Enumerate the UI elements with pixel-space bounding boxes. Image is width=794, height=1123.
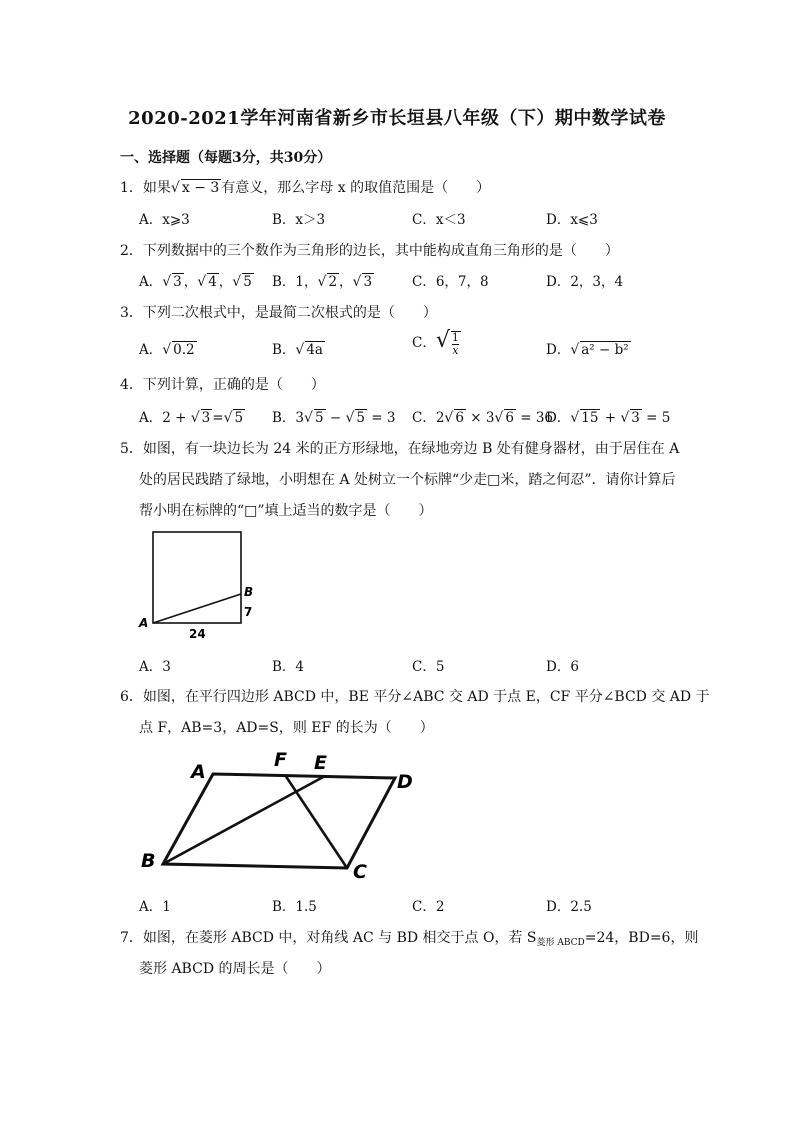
label-e: E xyxy=(314,752,327,774)
sqrt-symbol: √ xyxy=(494,410,504,426)
sqrt-symbol: √ xyxy=(162,342,172,358)
option-a xyxy=(139,406,245,426)
sqrt-symbol: √ xyxy=(223,410,233,426)
option-label: B． xyxy=(272,342,296,358)
operator: × 3 xyxy=(465,410,495,426)
question-5-line-1: 5．如图，有一块边长为 24 米的正方形绿地，在绿地旁边 B 处有健身器材，由于居住在 A xyxy=(120,441,680,457)
option-b: B．4 xyxy=(272,659,305,675)
option-d: D．6 xyxy=(546,659,579,675)
option-label: A． xyxy=(139,274,163,290)
question-3: 3．下列二次根式中，是最简二次根式的是（ ） xyxy=(120,305,437,321)
question-5-line-3: 帮小明在标牌的“□”填上适当的数字是（ ） xyxy=(139,503,433,519)
radicand: 3 xyxy=(201,410,211,426)
parallelogram-figure xyxy=(135,742,425,887)
question-text: =24，BD=6，则 xyxy=(584,930,699,946)
question-1 xyxy=(120,177,490,197)
section-heading: 一、选择题（每题3分，共30分） xyxy=(120,150,332,166)
option-label: C．2 xyxy=(412,410,445,426)
option-b: B．1.5 xyxy=(272,899,317,915)
radicand: 4 xyxy=(208,274,217,290)
option-a xyxy=(139,338,197,358)
sqrt-symbol: √ xyxy=(570,410,580,426)
radicand: 6 xyxy=(455,410,464,426)
radicand: 15 xyxy=(581,410,599,426)
operator: − xyxy=(325,410,346,426)
sqrt-symbol: √ xyxy=(304,410,313,426)
sqrt-symbol: √ xyxy=(162,274,172,290)
sqrt-symbol: √ xyxy=(295,342,305,358)
radicand: 5 xyxy=(243,274,252,290)
result: = 3 xyxy=(366,410,396,426)
sqrt-symbol: √ xyxy=(570,342,580,358)
radicand: 3 xyxy=(631,410,640,426)
option-a: A．3 xyxy=(139,659,171,675)
question-4: 4．下列计算，正确的是（ ） xyxy=(120,377,325,393)
radicand: 5 xyxy=(356,410,365,426)
radicand: x − 3 xyxy=(181,180,220,196)
label-24: 24 xyxy=(189,627,206,641)
question-text: 1．如果 xyxy=(120,180,171,196)
option-label: D． xyxy=(546,410,571,426)
question-7-line-1 xyxy=(120,927,698,948)
sqrt-symbol: √ xyxy=(197,274,207,290)
option-label: C． xyxy=(412,335,436,351)
radicand: 3 xyxy=(363,274,373,290)
sqrt-symbol: √ xyxy=(317,274,327,290)
subscript: 菱形 ABCD xyxy=(536,938,585,948)
option-c xyxy=(412,328,461,357)
label-d: D xyxy=(397,771,413,793)
question-text: 7．如图，在菱形 ABCD 中，对角线 AC 与 BD 相交于点 O，若 S xyxy=(120,930,537,946)
option-b: B．x＞3 xyxy=(272,212,326,228)
option-label: B．3 xyxy=(272,410,305,426)
radicand: 2 xyxy=(328,274,338,290)
option-label: A．2 + xyxy=(139,410,191,426)
sqrt-symbol: √ xyxy=(620,410,630,426)
radicand: 4a xyxy=(306,342,323,358)
sqrt-symbol: √ xyxy=(444,410,454,426)
sqrt-symbol: √ xyxy=(345,410,355,426)
sqrt-symbol: √ xyxy=(435,328,450,353)
path-a-to-b xyxy=(153,594,241,623)
radicand: 3 xyxy=(173,274,182,290)
radicand: 6 xyxy=(505,410,514,426)
radicand: 0.2 xyxy=(173,342,195,358)
radicand: 5 xyxy=(234,410,244,426)
fraction xyxy=(451,331,461,357)
option-a: A．x⩾3 xyxy=(139,212,190,228)
sqrt-symbol: √ xyxy=(170,180,180,196)
segment-cf xyxy=(285,775,347,868)
label-f: F xyxy=(274,749,287,771)
radicand: 5 xyxy=(314,410,324,426)
result: = 5 xyxy=(641,410,671,426)
sqrt-symbol: √ xyxy=(190,410,200,426)
label-b: B xyxy=(244,585,254,599)
option-b: B．1，√ 2 ，√ 3 xyxy=(272,274,373,290)
question-2: 2．下列数据中的三个数作为三角形的边长，其中能构成直角三角形的是（ ） xyxy=(120,243,619,259)
option-d: D．2，3，4 xyxy=(546,274,624,290)
question-6-line-2: 点 F，AB=3，AD=S，则 EF 的长为（ ） xyxy=(139,720,434,736)
question-text: 有意义，那么字母 x 的取值范围是（ ） xyxy=(221,180,491,196)
option-d: D．2.5 xyxy=(546,899,592,915)
result: = 36 xyxy=(515,410,554,426)
sqrt-symbol: √ xyxy=(232,274,242,290)
operator: = xyxy=(212,410,224,426)
label-a: A xyxy=(139,616,149,630)
operator: + xyxy=(600,410,621,426)
question-7-line-2: 菱形 ABCD 的周长是（ ） xyxy=(139,961,331,977)
option-label: B．1， xyxy=(272,274,318,290)
option-d: D．x⩽3 xyxy=(546,212,598,228)
option-b xyxy=(272,338,325,358)
numerator: 1 xyxy=(451,330,459,344)
option-c xyxy=(412,406,553,426)
sqrt-symbol: √ xyxy=(352,274,362,290)
denominator: x xyxy=(452,343,459,357)
option-c: C．6，7，8 xyxy=(412,274,489,290)
question-5-line-2: 处的居民践踏了绿地，小明想在 A 处树立一个标牌“少走□米，踏之何忍”．请你计算后 xyxy=(139,472,676,488)
option-label: D． xyxy=(546,342,571,358)
option-b xyxy=(272,406,395,426)
label-7: 7 xyxy=(244,605,253,619)
option-d xyxy=(546,338,631,358)
option-label: A． xyxy=(139,342,163,358)
label-b: B xyxy=(141,850,156,872)
option-a: A．√ 3 ，√ 4 ，√ 5 xyxy=(139,274,252,290)
option-c: C．2 xyxy=(412,899,445,915)
radicand: a² − b² xyxy=(581,342,629,358)
square-outline xyxy=(153,532,241,623)
option-c: C．5 xyxy=(412,659,445,675)
label-c: C xyxy=(353,861,367,883)
option-c: C．x＜3 xyxy=(412,212,466,228)
option-a: A．1 xyxy=(139,899,171,915)
square-lawn-figure xyxy=(135,528,275,644)
option-d xyxy=(546,406,670,426)
label-a: A xyxy=(191,761,206,783)
parallelogram-abcd xyxy=(163,774,395,868)
page-title: 2020-2021学年河南省新乡市长垣县八年级（下）期中数学试卷 xyxy=(128,108,666,129)
question-6-line-1: 6．如图，在平行四边形 ABCD 中，BE 平分∠ABC 交 AD 于点 E，CF 平分∠BCD 交 AD 于 xyxy=(120,689,710,705)
